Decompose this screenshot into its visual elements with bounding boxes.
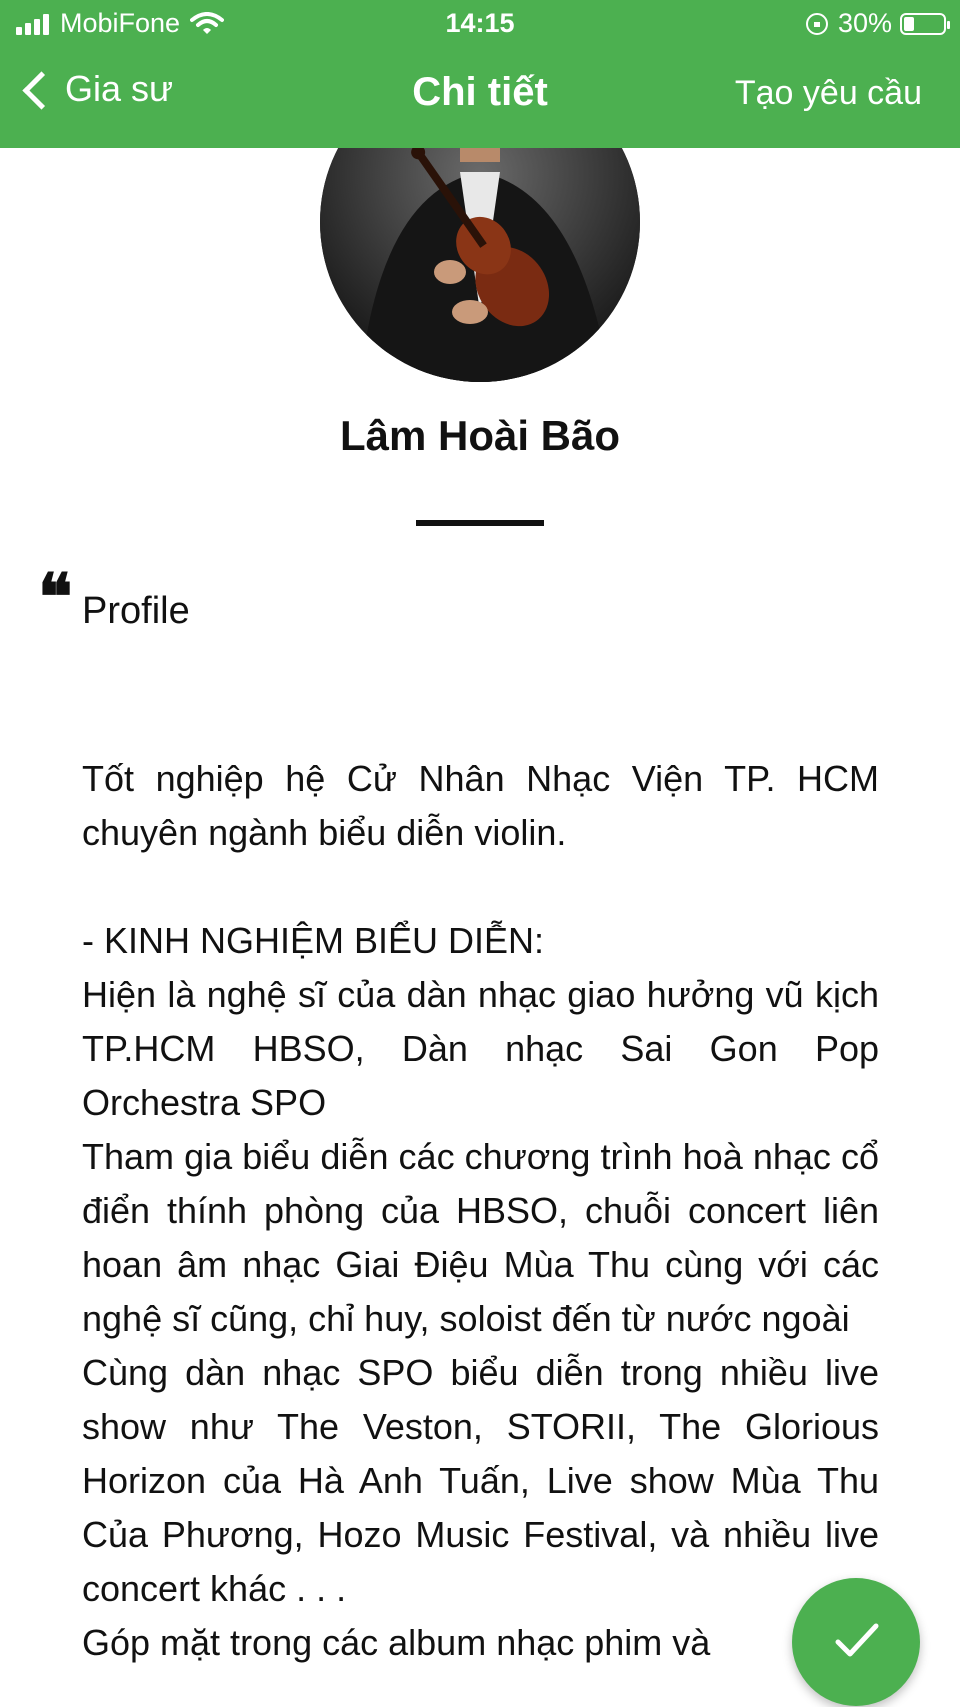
navigation-bar — [0, 56, 960, 136]
bio-paragraph: Cùng dàn nhạc SPO biểu diễn trong nhiều live show như The Veston, STORII, The Glorious Horizon của Hà Anh Tuấn, Live show Mùa Thu Của Phương, Hozo Music Festival, và nhiều live concert khác . . . — [82, 1352, 879, 1609]
top-bar — [0, 0, 960, 148]
divider — [416, 520, 544, 526]
bio-paragraph: Tham gia biểu diễn các chương trình hoà nhạc cổ điển thính phòng của HBSO, chuỗi concert liên hoan âm nhạc Giai Điệu Mùa Thu cùng với các nghệ sĩ cũng, chỉ huy, soloist đến từ nước ngoài — [82, 1136, 879, 1339]
profile-bio — [82, 752, 879, 1670]
bio-paragraph: Góp mặt trong các album nhạc phim và — [82, 1622, 711, 1663]
carrier-name: MobiFone — [60, 8, 181, 38]
check-icon — [792, 1578, 920, 1706]
tutor-name: Lâm Hoài Bão — [339, 412, 621, 459]
battery-percent: 30% — [837, 8, 892, 38]
back-button-label: Gia sư — [65, 68, 174, 109]
bio-education: Tốt nghiệp hệ Cử Nhân Nhạc Viện TP. HCM chuyên ngành biểu diễn violin. — [82, 758, 879, 853]
create-request-button[interactable]: Tạo yêu cầu — [734, 74, 922, 112]
status-bar — [0, 0, 960, 48]
bio-spacer — [82, 860, 879, 914]
page-title: Chi tiết — [412, 70, 548, 114]
status-time: 14:15 — [445, 8, 515, 38]
rotation-lock-icon — [806, 13, 828, 35]
quote-icon: ❝ — [38, 560, 73, 635]
status-right — [806, 8, 946, 39]
battery-icon — [900, 13, 946, 35]
confirm-fab-button[interactable] — [792, 1578, 920, 1706]
bio-paragraph: Hiện là nghệ sĩ của dàn nhạc giao hưởng vũ kịch TP.HCM HBSO, Dàn nhạc Sai Gon Pop Orchestra SPO — [82, 974, 879, 1123]
section-title: Profile — [82, 590, 190, 632]
bio-heading: - KINH NGHIỆM BIỂU DIỄN: — [82, 920, 545, 961]
